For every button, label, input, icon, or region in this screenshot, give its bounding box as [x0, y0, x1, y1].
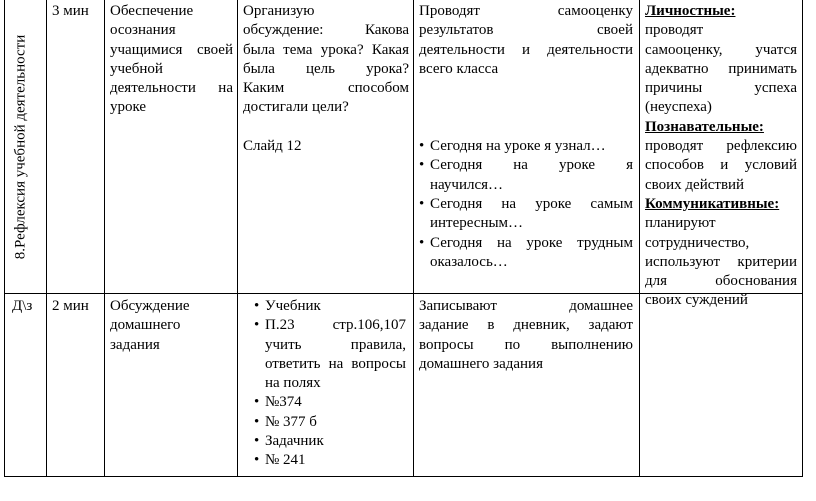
- list-item: [254, 451, 406, 470]
- students-line: задание в дневник, задают: [419, 317, 633, 334]
- cognitive-title: Познавательные:: [645, 118, 764, 135]
- slide-label: Слайд 12: [243, 137, 302, 154]
- students-line: Записывают домашнее: [419, 298, 633, 314]
- uud-line: сотрудничество,: [645, 234, 750, 251]
- homework-list: [254, 297, 406, 471]
- goal-line: Обсуждение: [110, 298, 190, 314]
- goal-line: учебной: [110, 60, 163, 77]
- table-border-left: [4, 0, 5, 477]
- time-cell: [52, 2, 100, 21]
- uud-line: (неуспеха): [645, 99, 712, 116]
- list-item: [419, 156, 633, 195]
- list-item: [254, 413, 406, 432]
- teacher-line: была тема урока? Какая: [243, 41, 409, 58]
- teacher-cell: [254, 297, 406, 471]
- uud-line: причины успеха: [645, 80, 797, 97]
- list-item-line: • Задачник: [265, 433, 324, 450]
- goal-line: уроке: [110, 99, 147, 116]
- uud-line: проводят рефлексию: [645, 138, 797, 155]
- list-item-line: • № 377 б: [265, 413, 317, 430]
- teacher-line: достигали цели?: [243, 99, 349, 116]
- students-line: Проводят самооценку: [419, 3, 633, 19]
- stage-label: 8.Рефлексия учебной деятельности: [12, 34, 29, 260]
- list-item: [254, 393, 406, 412]
- stage-cell-homework: [12, 297, 46, 316]
- time-text: 3 мин: [52, 3, 89, 19]
- uud-line: используют критерии: [645, 253, 797, 270]
- time-text: 2 мин: [52, 298, 89, 314]
- stage-cell-reflection: [6, 2, 36, 292]
- list-item-line: • № 241: [265, 452, 306, 469]
- list-item: [419, 195, 633, 234]
- list-item-line: • Сегодня на уроке трудным: [430, 234, 633, 251]
- list-item-line: • №374: [265, 394, 302, 411]
- uud-line: способов и условий: [645, 157, 797, 174]
- students-cell: [419, 297, 633, 374]
- stage-label: Д\з: [12, 298, 33, 314]
- goal-line: задания: [110, 336, 160, 353]
- list-item-line: на полях: [265, 375, 321, 392]
- list-item-line: • Учебник: [265, 298, 321, 314]
- personal-title: Личностные:: [645, 3, 736, 19]
- list-item-line: интересным…: [430, 215, 524, 232]
- list-item: [254, 316, 406, 393]
- list-item: [254, 432, 406, 451]
- teacher-line: Каким способом: [243, 80, 409, 97]
- table-border-right: [802, 0, 803, 477]
- teacher-cell: [243, 2, 409, 156]
- uud-line: для обоснования: [645, 273, 797, 290]
- students-line: вопросы по выполнению: [419, 336, 633, 353]
- goal-cell: [110, 2, 233, 118]
- teacher-line: обсуждение: Какова: [243, 22, 409, 39]
- list-item-line: ответить на вопросы: [265, 355, 406, 372]
- table-col-line: [104, 0, 105, 477]
- goal-line: домашнего: [110, 317, 181, 334]
- goal-cell: [110, 297, 233, 355]
- students-line: деятельности и деятельности: [419, 41, 633, 58]
- list-item: [254, 297, 406, 316]
- table-col-line: [413, 0, 414, 477]
- teacher-line: Организую: [243, 3, 315, 19]
- goal-line: учащимися своей: [110, 41, 233, 58]
- list-item-line: оказалось…: [430, 253, 508, 270]
- goal-line: осознания: [110, 22, 176, 39]
- table-border-bottom: [4, 476, 803, 477]
- list-item-line: научился…: [430, 176, 504, 193]
- list-item: [419, 234, 633, 273]
- uud-line: планируют: [645, 215, 716, 232]
- table-col-line: [639, 0, 640, 477]
- reflection-list: [419, 137, 633, 272]
- students-line: результатов своей: [419, 22, 633, 39]
- table-col-line: [237, 0, 238, 477]
- uud-cell: [645, 2, 797, 311]
- students-line: домашнего задания: [419, 355, 543, 372]
- goal-line: деятельности на: [110, 80, 233, 97]
- uud-line: своих суждений: [645, 292, 748, 309]
- goal-line: Обеспечение: [110, 3, 194, 19]
- teacher-line: была цель урока?: [243, 60, 409, 77]
- uud-line: адекватно принимать: [645, 60, 797, 77]
- list-item-line: учить правила,: [265, 336, 406, 353]
- list-item: [419, 137, 633, 156]
- time-cell: [52, 297, 100, 316]
- students-line: всего класса: [419, 60, 499, 77]
- uud-line: проводят: [645, 22, 704, 39]
- uud-line: своих действий: [645, 176, 745, 193]
- uud-line: самооценку, учатся: [645, 41, 797, 58]
- list-item-line: • П.23 стр.106,107: [265, 317, 406, 334]
- list-item-line: • Сегодня на уроке самым: [430, 196, 633, 213]
- list-item-line: • Сегодня на уроке я узнал…: [430, 138, 606, 155]
- communicative-title: Коммуникативные:: [645, 195, 780, 212]
- students-cell: [419, 2, 633, 272]
- list-item-line: • Сегодня на уроке я: [430, 157, 633, 174]
- table-col-line: [46, 0, 47, 477]
